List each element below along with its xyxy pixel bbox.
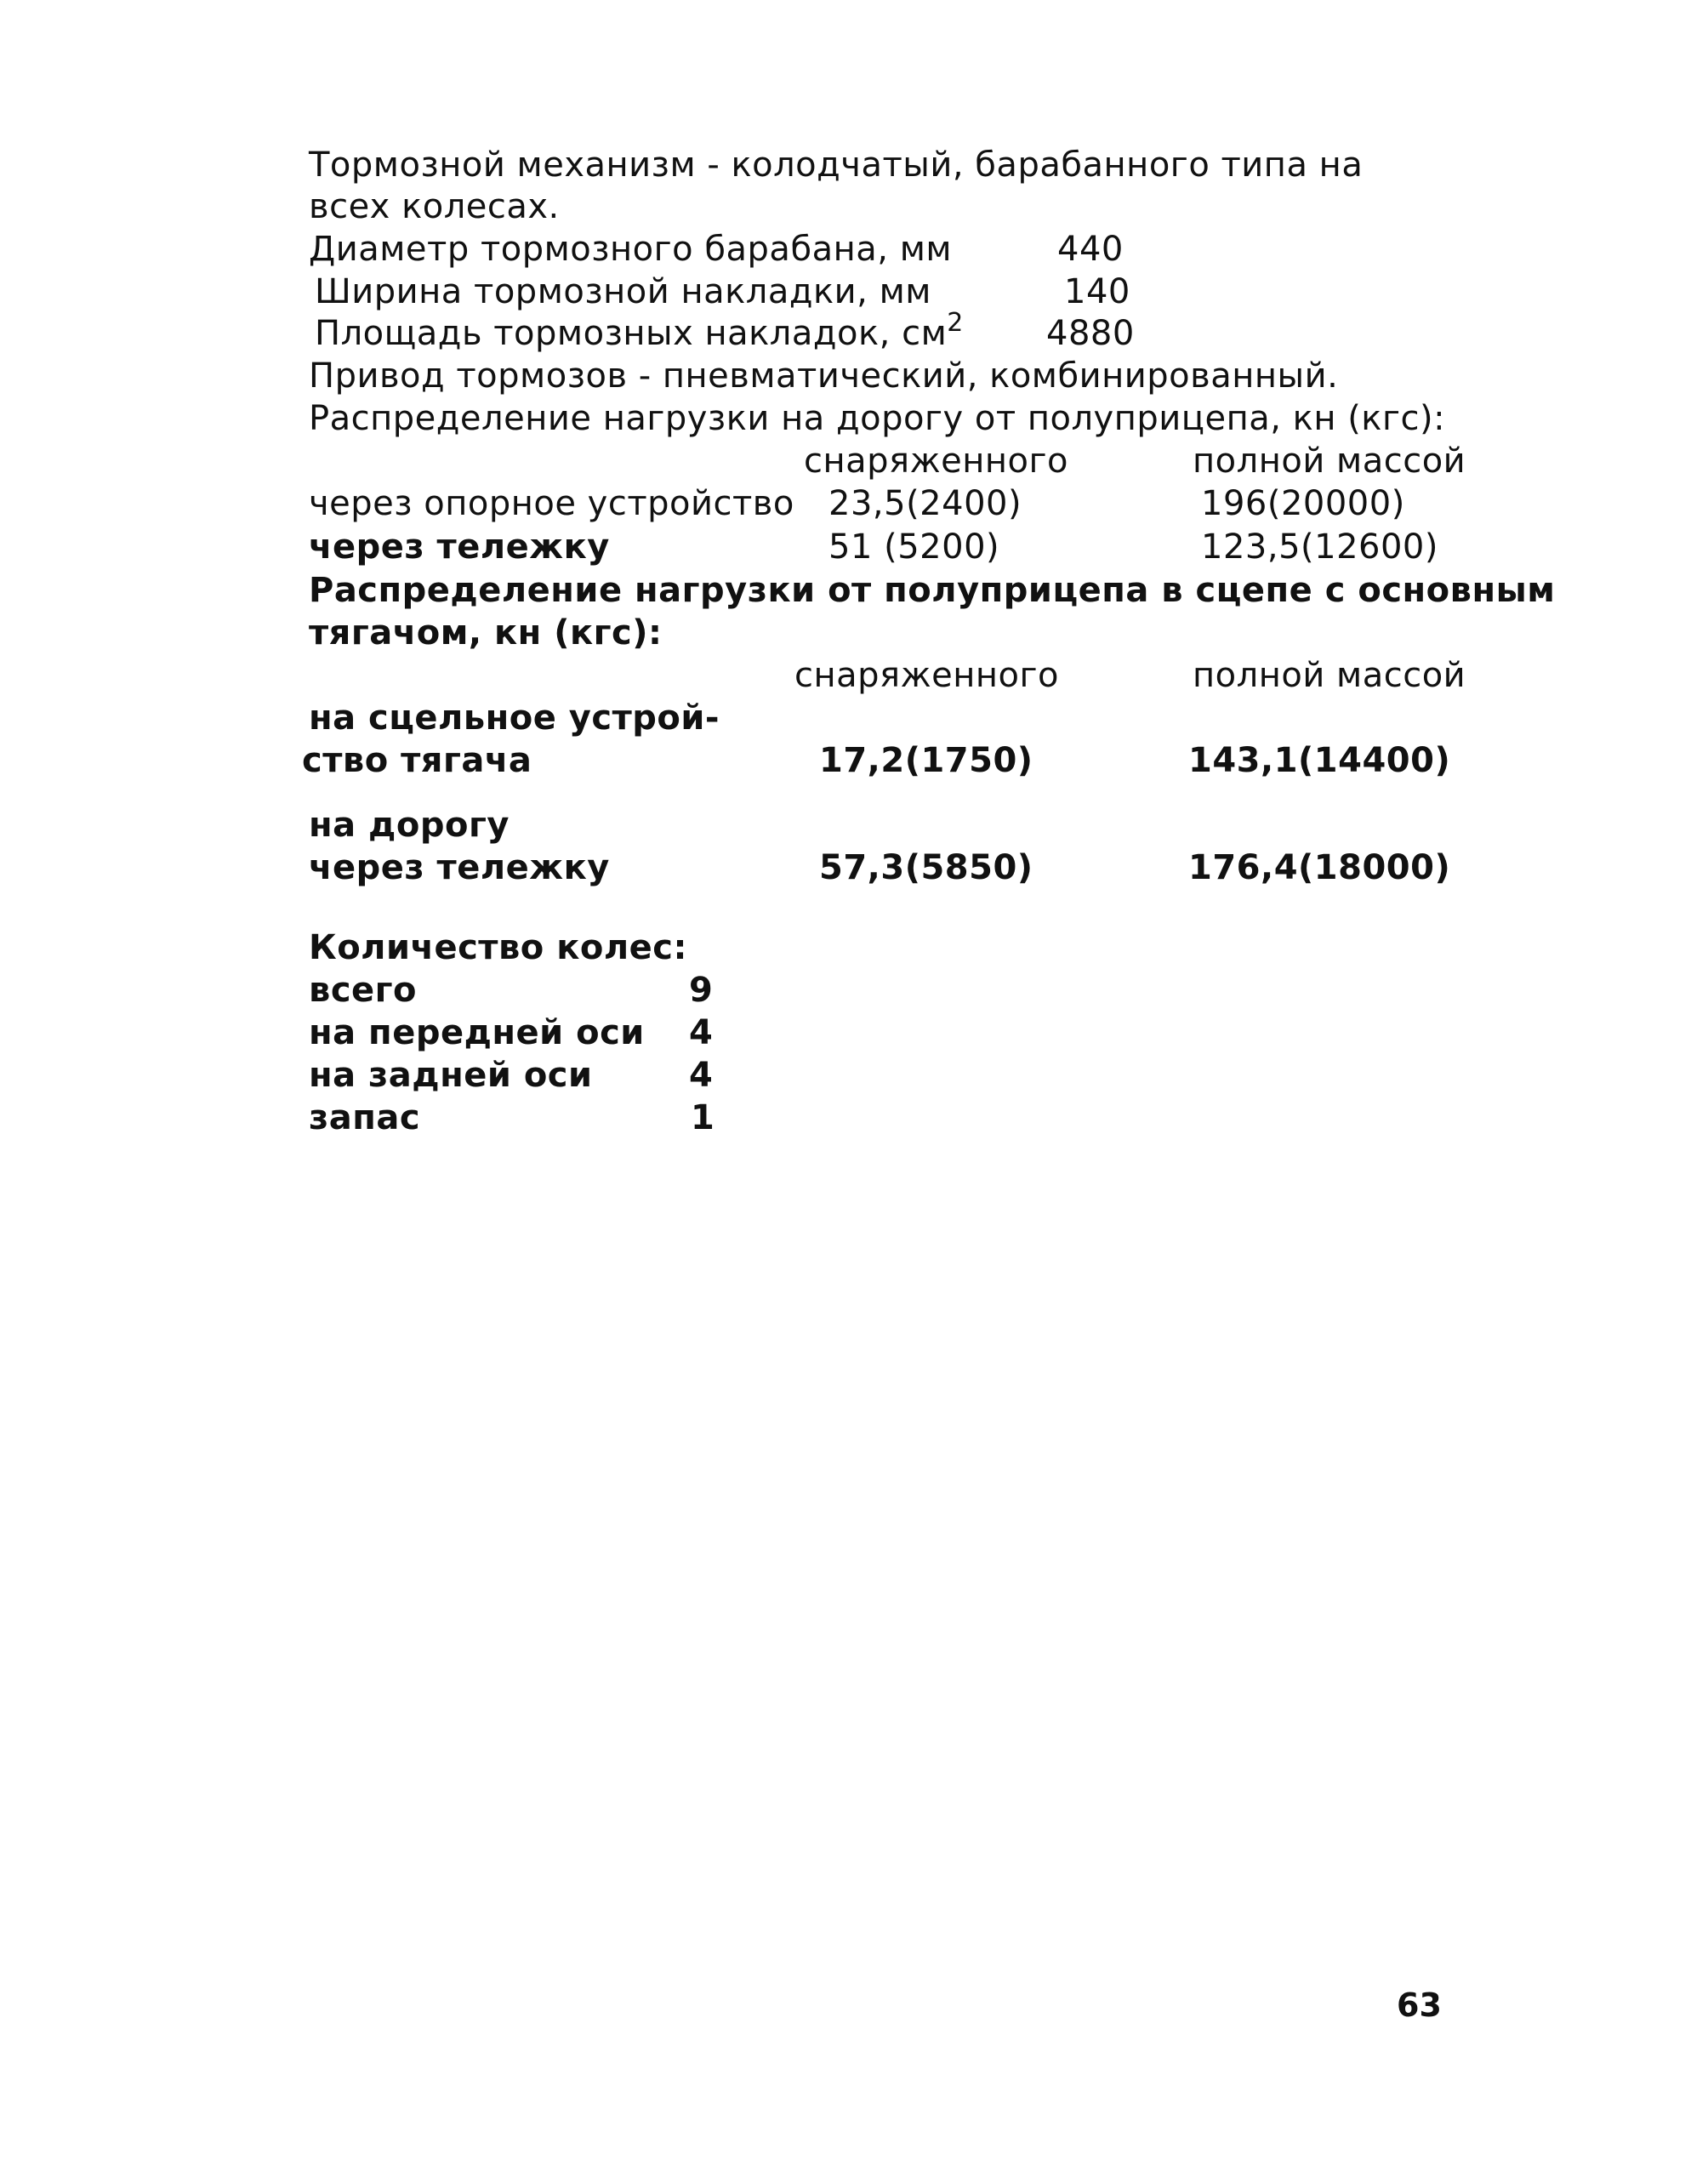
drum-diameter-label: Диаметр тормозного барабана, мм [309, 230, 953, 269]
coupled-row1-label-line2: ство тягача [302, 741, 532, 780]
road-load-row-empty: 23,5(2400) [828, 484, 1022, 523]
page-number: 63 [1397, 1986, 1442, 2024]
coupled-row1-label-line1: на сцельное устрой- [309, 698, 720, 738]
wheels-row-label: на задней оси [309, 1056, 593, 1095]
lining-area-unit-superscript: 2 [947, 308, 964, 338]
coupled-row2-full: 176,4(18000) [1188, 848, 1451, 887]
wheels-row-value: 4 [689, 1056, 714, 1095]
brake-mechanism-line1: Тормозной механизм - колодчатый, барабанного типа на [309, 145, 1364, 185]
coupled-row1-empty: 17,2(1750) [819, 741, 1033, 780]
road-load-col-empty: снаряженного [804, 442, 1069, 481]
coupled-row2-label-line1: на дорогу [309, 806, 510, 845]
road-load-row-full: 123,5(12600) [1201, 527, 1438, 567]
road-load-col-full: полной массой [1193, 442, 1466, 481]
coupled-row1-full: 143,1(14400) [1188, 741, 1451, 780]
lining-width-value: 140 [1064, 272, 1130, 311]
coupled-row2-label-line2: через тележку [309, 848, 610, 887]
drum-diameter-value: 440 [1057, 230, 1124, 269]
road-load-row-empty: 51 (5200) [828, 527, 1000, 567]
lining-area-label-text: Площадь тормозных накладок, см [315, 314, 948, 353]
coupled-load-col-full: полной массой [1193, 656, 1466, 695]
brake-mechanism-line2: всех колесах. [309, 187, 560, 226]
wheels-row-value: 1 [691, 1098, 715, 1137]
road-load-row-label: через опорное устройство [309, 484, 794, 523]
coupled-load-title-line2: тягачом, кн (кгс): [309, 613, 663, 653]
road-load-row-full: 196(20000) [1201, 484, 1405, 523]
lining-width-label: Ширина тормозной накладки, мм [315, 272, 931, 311]
coupled-load-title-line1: Распределение нагрузки от полуприцепа в сцепе с основным [309, 571, 1556, 610]
wheels-title: Количество колес: [309, 928, 687, 967]
lining-area-label [315, 308, 964, 357]
coupled-row2-empty: 57,3(5850) [819, 848, 1033, 887]
wheels-row-label: запас [309, 1098, 421, 1137]
brake-drive: Привод тормозов - пневматический, комбинированный. [309, 356, 1339, 396]
road-load-row-label: через тележку [309, 527, 610, 567]
wheels-row-label: на передней оси [309, 1013, 645, 1052]
lining-area-value: 4880 [1046, 314, 1135, 353]
wheels-row-value: 4 [689, 1013, 714, 1052]
coupled-load-col-empty: снаряженного [794, 656, 1060, 695]
wheels-row-value: 9 [689, 971, 714, 1010]
wheels-row-label: всего [309, 971, 418, 1010]
road-load-title: Распределение нагрузки на дорогу от полуприцепа, кн (кгс): [309, 399, 1446, 438]
